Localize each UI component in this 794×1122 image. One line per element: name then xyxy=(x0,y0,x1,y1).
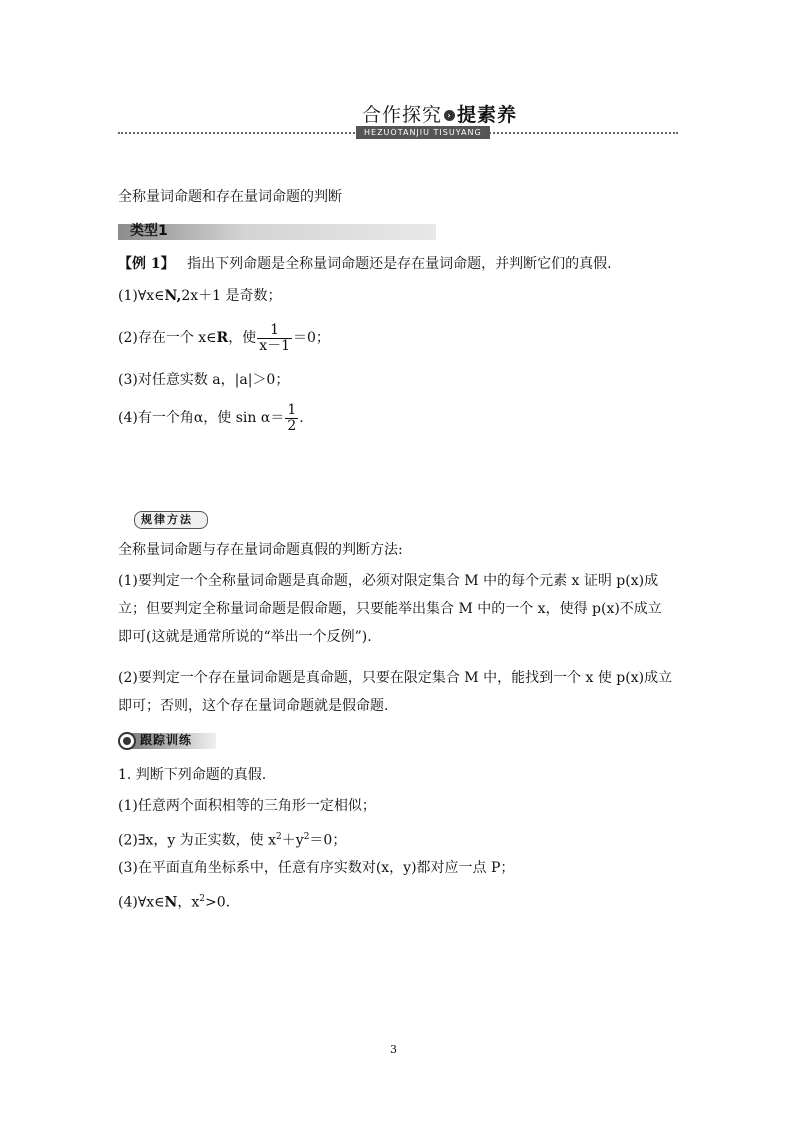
item4-rest: . xyxy=(299,410,304,426)
section-banner xyxy=(118,100,678,142)
exercise-item-4 xyxy=(118,889,230,913)
example-heading xyxy=(118,254,612,274)
fraction xyxy=(257,323,292,354)
method-paragraph-2: (2)要判定一个存在量词命题是真命题，只要在限定集合 M 中，能找到一个 x 使 p(x)成立即可；否则，这个存在量词命题就是假命题. xyxy=(118,670,673,714)
item2-rest: ＝0； xyxy=(293,330,330,346)
target-icon xyxy=(118,732,136,750)
set-n: N, xyxy=(164,288,182,304)
method-badge xyxy=(134,511,208,529)
fraction-denominator: 2 xyxy=(287,417,297,434)
q4-prefix: (4)∀x∈ xyxy=(118,894,165,911)
set-n: N xyxy=(164,894,178,911)
item2-prefix: (2)存在一个 x∈ xyxy=(118,330,217,346)
example-item-2 xyxy=(118,318,330,358)
training-badge-label: 跟踪训练 xyxy=(140,733,193,747)
example-item-4 xyxy=(118,398,304,438)
exercise-item-1: (1)任意两个面积相等的三角形一定相似； xyxy=(118,798,376,814)
page-number: 3 xyxy=(390,1043,397,1056)
type-label: 类型1 xyxy=(130,223,168,239)
exercise-item-2 xyxy=(118,827,346,851)
example-text: 指出下列命题是全称量词命题还是存在量词命题，并判断它们的真假. xyxy=(187,256,612,272)
superscript-2: 2 xyxy=(276,832,282,842)
method-intro: 全称量词命题与存在量词命题真假的判断方法: xyxy=(118,542,403,558)
method-badge-label: 规律方法 xyxy=(141,513,193,526)
item1-rest: 2x＋1 是奇数； xyxy=(181,288,282,304)
item2-mid: ，使 xyxy=(228,330,257,346)
fraction-numerator: 1 xyxy=(287,401,297,418)
fraction-denominator: x－1 xyxy=(259,337,290,354)
banner-subtitle: HEZUOTANJIU TISUYANG xyxy=(356,126,490,139)
set-r: R xyxy=(216,330,229,346)
arrow-circle-icon: › xyxy=(444,110,455,121)
banner-title-part1: 合作探究 xyxy=(362,104,443,126)
training-badge xyxy=(118,731,218,749)
item4-prefix: (4)有一个角α，使 sin α＝ xyxy=(118,410,285,426)
q4-mid: ，x xyxy=(177,894,200,911)
q2-mid: ＋y xyxy=(281,832,304,849)
q2-prefix: (2)∃x，y 为正实数，使 x xyxy=(118,832,277,849)
exercise-title: 1. 判断下列命题的真假. xyxy=(118,767,267,783)
example-item-1 xyxy=(118,286,282,306)
section-title: 全称量词命题和存在量词命题的判断 xyxy=(118,189,342,205)
example-tag: 【例 1】 xyxy=(118,256,175,272)
superscript-2: 2 xyxy=(303,832,310,842)
q2-rest: ＝0； xyxy=(309,832,347,849)
q4-rest: >0. xyxy=(204,894,231,911)
superscript-2: 2 xyxy=(199,894,205,904)
fraction xyxy=(285,403,298,434)
exercise-item-3: (3)在平面直角坐标系中，任意有序实数对(x，y)都对应一点 P； xyxy=(118,860,515,876)
method-paragraph-1: (1)要判定一个全称量词命题是真命题，必须对限定集合 M 中的每个元素 x 证明 p(x)成立；但要判定全称量词命题是假命题，只要能举出集合 M 中的一个 x，使得 p(x)不成立即可(这就是通常所说的“举出一个反例”). xyxy=(118,573,662,645)
banner-title-part2: 提素养 xyxy=(457,104,518,126)
item1-prefix: (1)∀x∈ xyxy=(118,288,165,304)
example-item-3: (3)对任意实数 a，|a|＞0； xyxy=(118,372,290,388)
banner-title xyxy=(362,100,517,127)
fraction-numerator: 1 xyxy=(257,323,292,339)
type-label-bar xyxy=(118,220,436,240)
